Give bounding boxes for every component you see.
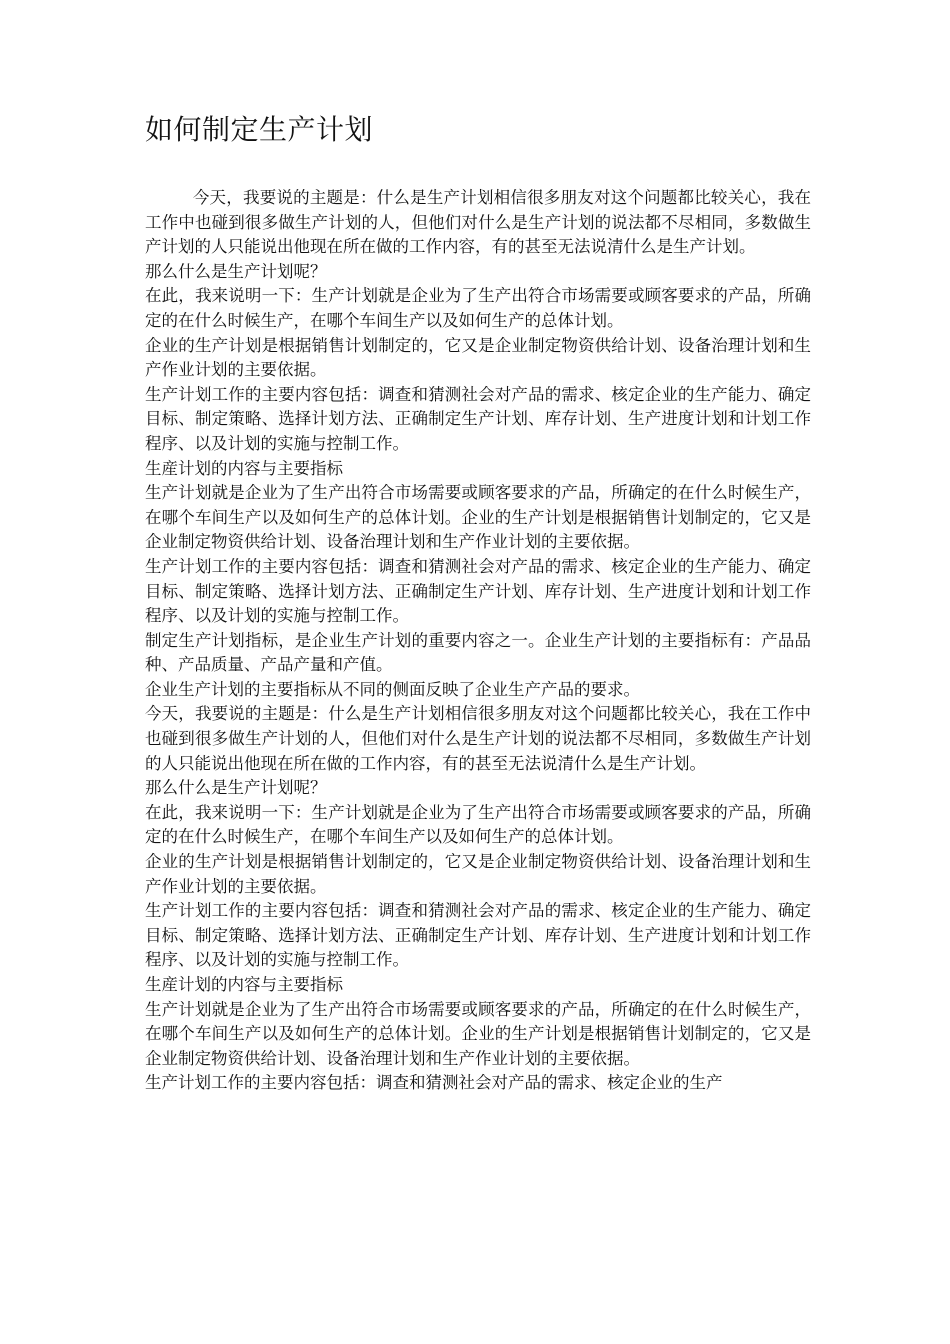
section-heading: 生産计划的内容与主要指标 [145, 975, 343, 994]
paragraph-content: 生产计划工作的主要内容包括：调查和猜测社会对产品的需求、核定企业的生产能力、确定目标、制定策略、选择计划方法、正确制定生产计划、库存计划、生产进度计划和计划工作程序、以及计划的实施与控制工作。 [145, 556, 811, 626]
document-page [145, 110, 811, 1096]
paragraph-definition-full: 生产计划就是企业为了生产出符合市场需要或顾客要求的产品，所确定的在什么时候生产，在哪个车间生产以及如何生产的总体计划。企业的生产计划是根据销售计划制定的，它又是企业制定物资供给计划、设备治理计划和生产作业计划的主要依据。 [145, 999, 811, 1068]
paragraph-indicators-summary: 企业生产计划的主要指标从不同的侧面反映了企业生产产品的要求。 [145, 679, 640, 699]
paragraph-indicators: 制定生产计划指标，是企业生产计划的重要内容之一。企业生产计划的主要指标有：产品品种、产品质量、产品产量和产值。 [145, 630, 811, 675]
paragraph-definition: 在此，我来说明一下：生产计划就是企业为了生产出符合市场需要或顾客要求的产品，所确定的在什么时候生产，在哪个车间生产以及如何生产的总体计划。 [145, 802, 811, 847]
document-body [145, 186, 811, 1096]
paragraph-definition-full: 生产计划就是企业为了生产出符合市场需要或顾客要求的产品，所确定的在什么时候生产，在哪个车间生产以及如何生产的总体计划。企业的生产计划是根据销售计划制定的，它又是企业制定物资供给计划、设备治理计划和生产作业计划的主要依据。 [145, 483, 811, 552]
document-title: 如何制定生产计划 [145, 113, 374, 146]
paragraph-intro: 今天，我要说的主题是：什么是生产计划相信很多朋友对这个问题都比较关心，我在工作中也碰到很多做生产计划的人，但他们对什么是生产计划的说法都不尽相同，多数做生产计划的人只能说出他现在所在做的工作内容，有的甚至无法说清什么是生产计划。 [145, 188, 811, 257]
paragraph-content: 生产计划工作的主要内容包括：调查和猜测社会对产品的需求、核定企业的生产能力、确定目标、制定策略、选择计划方法、正确制定生产计划、库存计划、生产进度计划和计划工作程序、以及计划的实施与控制工作。 [145, 384, 811, 453]
paragraph-intro-repeat: 今天，我要说的主题是：什么是生产计划相信很多朋友对这个问题都比较关心，我在工作中也碰到很多做生产计划的人，但他们对什么是生产计划的说法都不尽相同，多数做生产计划的人只能说出他现在所在做的工作内容，有的甚至无法说清什么是生产计划。 [145, 704, 811, 773]
paragraph-content: 生产计划工作的主要内容包括：调查和猜测社会对产品的需求、核定企业的生产能力、确定目标、制定策略、选择计划方法、正确制定生产计划、库存计划、生产进度计划和计划工作程序、以及计划的实施与控制工作。 [145, 901, 811, 970]
paragraph-basis: 企业的生产计划是根据销售计划制定的，它又是企业制定物资供给计划、设备治理计划和生产作业计划的主要依据。 [145, 335, 811, 380]
section-heading: 生産计划的内容与主要指标 [145, 458, 343, 478]
paragraph-question: 那么什么是生产计划呢？ [145, 778, 327, 798]
paragraph-basis: 企业的生产计划是根据销售计划制定的，它又是企业制定物资供给计划、设备治理计划和生产作业计划的主要依据。 [145, 852, 811, 896]
paragraph-content-partial: 生产计划工作的主要内容包括：调查和猜测社会对产品的需求、核定企业的生产 [145, 1073, 723, 1093]
paragraph-definition: 在此，我来说明一下：生产计划就是企业为了生产出符合市场需要或顾客要求的产品，所确定的在什么时候生产，在哪个车间生产以及如何生产的总体计划。 [145, 286, 811, 330]
paragraph-question: 那么什么是生产计划呢？ [145, 261, 327, 281]
